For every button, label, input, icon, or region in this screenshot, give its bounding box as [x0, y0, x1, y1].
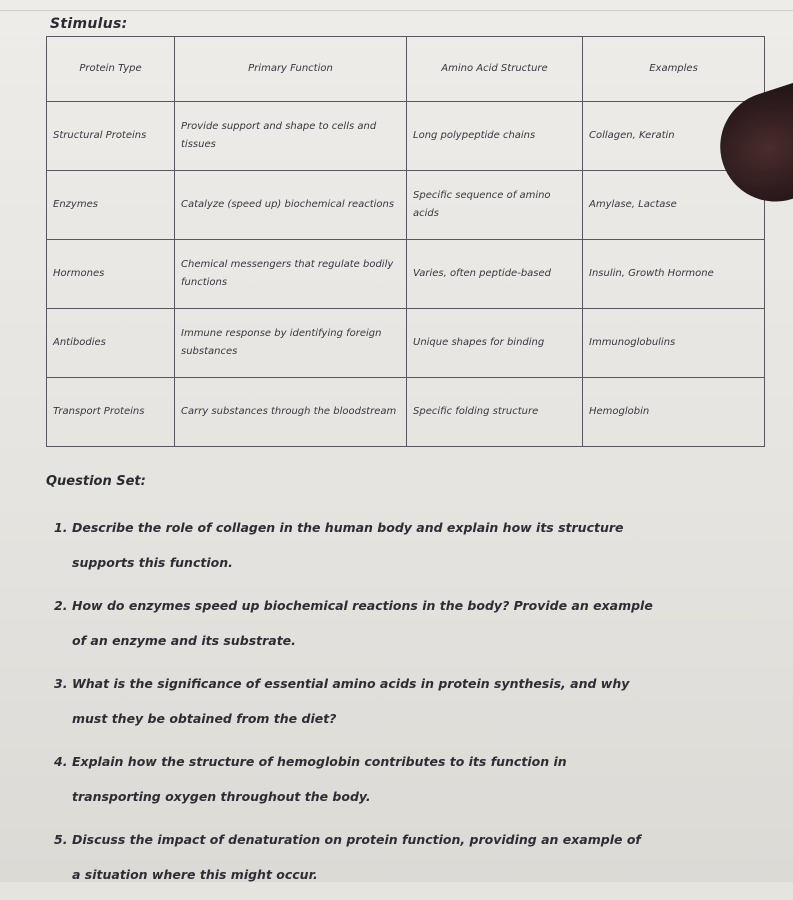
- table-cell: Collagen, Keratin: [583, 102, 765, 171]
- question-text: How do enzymes speed up biochemical reactions in the body? Provide an example: [72, 598, 653, 613]
- question-text: of an enzyme and its substrate.: [72, 633, 296, 648]
- question-item: [54, 744, 754, 814]
- header-primary-function: Primary Function: [175, 37, 407, 102]
- question-item: [54, 666, 754, 736]
- table-row: [47, 309, 765, 378]
- table-cell: Amylase, Lactase: [583, 171, 765, 240]
- top-rule: [0, 10, 793, 11]
- question-number: 3.: [54, 676, 68, 691]
- question-text: transporting oxygen throughout the body.: [72, 789, 371, 804]
- question-text: Explain how the structure of hemoglobin contributes to its function in: [72, 754, 567, 769]
- table-cell: Provide support and shape to cells and tissues: [175, 102, 407, 171]
- table-row: [47, 378, 765, 447]
- question-number: 4.: [54, 754, 68, 769]
- table-cell: Structural Proteins: [47, 102, 175, 171]
- table-cell: Insulin, Growth Hormone: [583, 240, 765, 309]
- question-number: 1.: [54, 520, 68, 535]
- question-set-title: Question Set:: [46, 474, 146, 489]
- table-cell: Varies, often peptide-based: [407, 240, 583, 309]
- question-text: Discuss the impact of denaturation on protein function, providing an example of: [72, 832, 641, 847]
- question-text: Describe the role of collagen in the human body and explain how its structure: [72, 520, 624, 535]
- table-row: [47, 240, 765, 309]
- table-cell: Carry substances through the bloodstream: [175, 378, 407, 447]
- table-cell: Antibodies: [47, 309, 175, 378]
- table-cell: Transport Proteins: [47, 378, 175, 447]
- table-cell: Immune response by identifying foreign substances: [175, 309, 407, 378]
- table-cell: Hormones: [47, 240, 175, 309]
- table-cell: Enzymes: [47, 171, 175, 240]
- question-text: a situation where this might occur.: [72, 867, 318, 882]
- table-cell: Specific folding structure: [407, 378, 583, 447]
- question-text: must they be obtained from the diet?: [72, 711, 337, 726]
- table-header-row: [47, 37, 765, 102]
- header-protein-type: Protein Type: [47, 37, 175, 102]
- table-cell: Long polypeptide chains: [407, 102, 583, 171]
- stimulus-heading: Stimulus:: [50, 16, 128, 32]
- table-cell: Catalyze (speed up) biochemical reactions: [175, 171, 407, 240]
- table-cell: Specific sequence of amino acids: [407, 171, 583, 240]
- question-text: supports this function.: [72, 555, 233, 570]
- question-number: 5.: [54, 832, 68, 847]
- table-row: [47, 102, 765, 171]
- table-row: [47, 171, 765, 240]
- protein-table: [46, 36, 765, 447]
- header-examples: Examples: [583, 37, 765, 102]
- table-cell: Hemoglobin: [583, 378, 765, 447]
- question-number: 2.: [54, 598, 68, 613]
- question-list: [54, 510, 754, 900]
- table-cell: Immunoglobulins: [583, 309, 765, 378]
- table-cell: Chemical messengers that regulate bodily functions: [175, 240, 407, 309]
- question-item: [54, 510, 754, 580]
- question-item: [54, 588, 754, 658]
- table-cell: Unique shapes for binding: [407, 309, 583, 378]
- question-text: What is the significance of essential amino acids in protein synthesis, and why: [72, 676, 630, 691]
- header-amino-acid-structure: Amino Acid Structure: [407, 37, 583, 102]
